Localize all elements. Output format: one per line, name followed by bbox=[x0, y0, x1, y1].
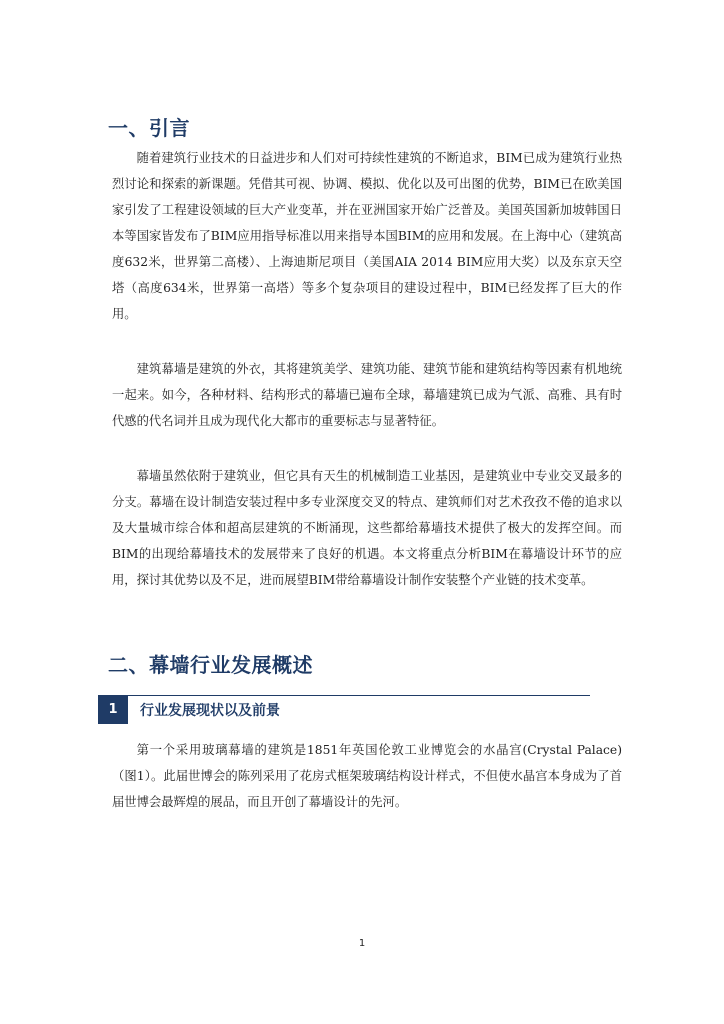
paragraph-crystal-palace: 第一个采用玻璃幕墙的建筑是1851年英国伦敦工业博览会的水晶宫(Crystal Palace)（图1）。此届世博会的陈列采用了花房式框架玻璃结构设计样式，不但使水晶宫本身成为了首届世博会最辉煌的展品，而且开创了幕墙设计的先河。 bbox=[112, 743, 622, 809]
section-heading-overview: 二、幕墙行业发展概述 bbox=[108, 653, 313, 677]
subsection-number-badge: 1 bbox=[98, 696, 128, 724]
paragraph-curtain-wall-industry: 幕墙虽然依附于建筑业，但它具有天生的机械制造工业基因，是建筑业中专业交叉最多的分支。幕墙在设计制造安装过程中多专业深度交叉的特点、建筑师们对艺术孜孜不倦的追求以及大量城市综合体和超高层建筑的不断涌现，这些都给幕墙技术提供了极大的发挥空间。而BIM的出现给幕墙技术的发展带来了良好的机遇。本文将重点分析BIM在幕墙设计环节的应用，探讨其优势以及不足，进而展望BIM带给幕墙设计制作安装整个产业链的技术变革。 bbox=[112, 469, 622, 587]
section-heading-introduction: 一、引言 bbox=[108, 116, 190, 140]
subsection-title: 行业发展现状以及前景 bbox=[140, 703, 280, 719]
subsection-divider bbox=[98, 695, 590, 696]
paragraph-curtain-wall-definition: 建筑幕墙是建筑的外衣，其将建筑美学、建筑功能、建筑节能和建筑结构等因素有机地统一起来。如今，各种材料、结构形式的幕墙已遍布全球，幕墙建筑已成为气派、高雅、具有时代感的代名词并且成为现代化大都市的重要标志与显著特征。 bbox=[112, 362, 622, 428]
page-number: 1 bbox=[358, 938, 366, 949]
paragraph-intro-bim: 随着建筑行业技术的日益进步和人们对可持续性建筑的不断追求，BIM已成为建筑行业热烈讨论和探索的新课题。凭借其可视、协调、模拟、优化以及可出图的优势，BIM已在欧美国家引发了工程建设领域的巨大产业变革，并在亚洲国家开始广泛普及。美国英国新加坡韩国日本等国家皆发布了BIM应用指导标准以用来指导本国BIM的应用和发展。在上海中心（建筑高度632米，世界第二高楼）、上海迪斯尼项目（美国AIA 2014 BIM应用大奖）以及东京天空塔（高度634米，世界第一高塔）等多个复杂项目的建设过程中，BIM已经发挥了巨大的作用。 bbox=[112, 151, 622, 321]
